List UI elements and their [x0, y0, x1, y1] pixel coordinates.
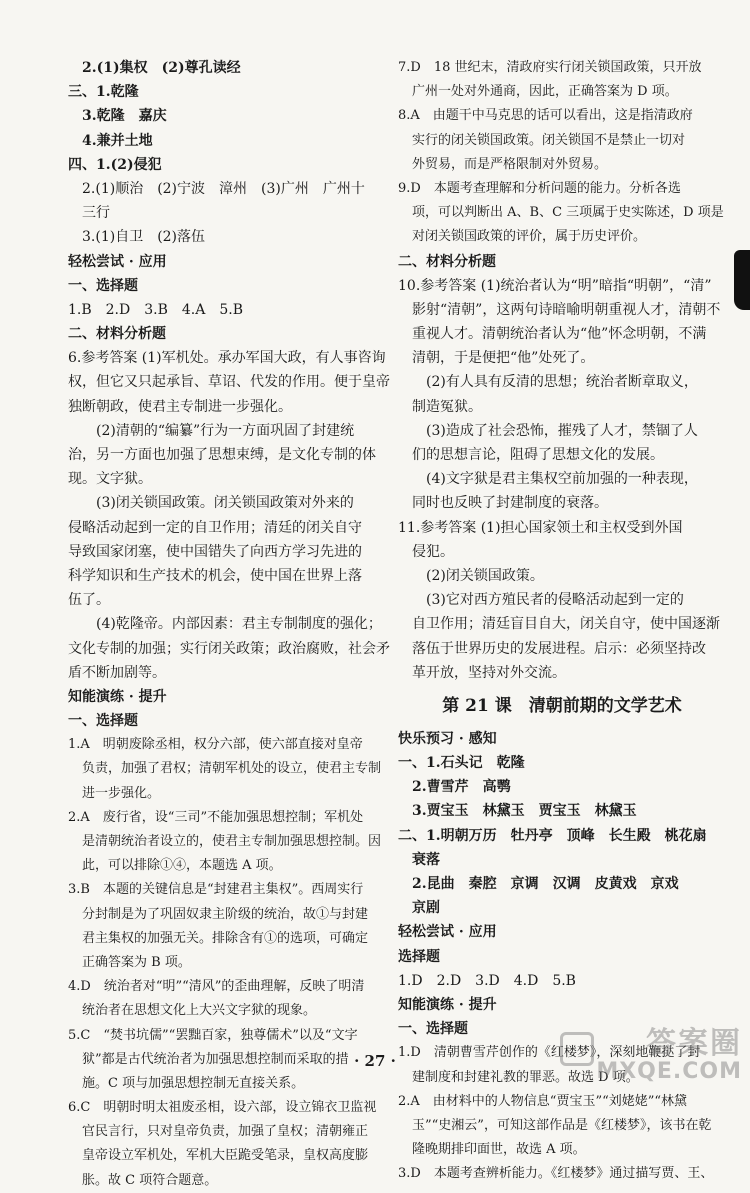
- text-line: 隆晚期排印面世，故选 A 项。: [412, 1142, 586, 1158]
- text-line: 治，另一方面也加强了思想束缚，是文化专制的体: [68, 447, 376, 463]
- text-line: 知能演练 · 提升: [398, 996, 497, 1013]
- text-line: 重视人才。清朝统治者认为“他”怀念明朝，不满: [412, 326, 707, 343]
- text-line: 君主集权的加强无关。排除含有①的选项，可确定: [82, 930, 369, 946]
- text-line: 三行: [82, 205, 110, 222]
- text-line: 四、1.(2)侵犯: [68, 156, 162, 173]
- text-line: 清朝，于是便把“他”处死了。: [412, 350, 595, 367]
- text-line: 9.D 本题考查理解和分析问题的能力。分析各选: [398, 180, 681, 196]
- text-line: 负责，加强了君权；清朝军机处的设立，使君主专制: [82, 761, 382, 777]
- text-line: 3.乾隆 嘉庆: [82, 108, 167, 125]
- text-line: 3.(1)自卫 (2)落伍: [82, 229, 206, 246]
- text-line: 2.(1)顺治 (2)宁波 漳州 (3)广州 广州十: [82, 180, 365, 197]
- text-line: 们的思想言论，阻碍了思想文化的发展。: [412, 447, 664, 463]
- left-column: [68, 56, 390, 1193]
- text-line: 落伍于世界历史的发展进程。启示：必须坚持改: [412, 640, 706, 657]
- text-line: 三、1.乾隆: [68, 84, 139, 101]
- text-line: (3)闭关锁国政策。闭关锁国政策对外来的: [96, 495, 354, 512]
- text-line: 盾不断加剧等。: [68, 664, 166, 681]
- text-line: 施。C 项与加强思想控制无直接关系。: [82, 1075, 305, 1091]
- text-line: 皇帝设立军机处，军机大臣跪受笔录，皇权高度膨: [82, 1148, 369, 1164]
- site-watermark: [596, 1028, 742, 1084]
- text-line: 2.曹雪芹 高鹗: [412, 779, 511, 796]
- text-line: 官民言行，只对皇帝负责，加强了皇权；清朝雍正: [82, 1124, 369, 1140]
- text-line: 影射“清朝”，这两句诗暗喻明朝重视人才，清朝不: [412, 301, 721, 318]
- text-line: 侵略活动起到一定的自卫作用；清廷的闭关自守: [68, 519, 362, 536]
- text-line: 衰落: [412, 851, 440, 868]
- text-line: 正确答案为 B 项。: [82, 954, 191, 970]
- text-line: 2.A 由材料中的人物信息“贾宝玉”“刘姥姥”“林黛: [398, 1093, 688, 1109]
- text-line: 自卫作用；清廷盲目自大，闭关自守，使中国逐渐: [412, 616, 720, 633]
- text-line: 快乐预习 · 感知: [398, 730, 497, 747]
- text-line: 统治者在思想文化上大兴文字狱的现象。: [82, 1003, 317, 1019]
- text-line: 同时也反映了封建制度的衰落。: [412, 495, 608, 512]
- text-line: 1.A 明朝废除丞相，权分六部，使六部直接对皇帝: [68, 737, 363, 753]
- text-line: 二、材料分析题: [68, 326, 166, 343]
- watermark-en: MXQE.COM: [596, 1059, 742, 1084]
- text-line: 1.D 清朝曹雪芹创作的《红楼梦》，深刻地鞭挞了封: [398, 1045, 701, 1061]
- scan-stain: [734, 250, 750, 310]
- text-line: (4)文字狱是君主集权空前加强的一种表现，: [426, 471, 698, 488]
- text-line: 一、选择题: [68, 277, 138, 294]
- text-line: (3)造成了社会恐怖，摧残了人才，禁锢了人: [426, 422, 698, 439]
- text-line: 7.D 18 世纪末，清政府实行闭关锁国政策，只开放: [398, 60, 702, 75]
- text-line: 知能演练 · 提升: [68, 688, 167, 705]
- text-line: 项，可以判断出 A、B、C 三项属于史实陈述，D 项是: [412, 205, 724, 221]
- text-line: (3)它对西方殖民者的侵略活动起到一定的: [426, 592, 684, 609]
- text-line: 实行的闭关锁国政策。闭关锁国不是禁止一切对: [412, 132, 686, 148]
- lesson-21-title: 第 21 课 清朝前期的文学艺术: [442, 695, 682, 716]
- text-line: 5.C “焚书坑儒”“罢黜百家，独尊儒术”以及“文字: [68, 1027, 358, 1043]
- text-line: 侵犯。: [412, 543, 454, 560]
- text-line: 胀。故 C 项符合题意。: [82, 1172, 218, 1188]
- text-line: 建制度和封建礼教的罪恶。故选 D 项。: [412, 1069, 639, 1085]
- text-line: 权，但它又只起承旨、草诏、代发的作用。便于皇帝: [68, 374, 390, 391]
- text-line: 8.A 由题干中马克思的话可以看出，这是指清政府: [398, 108, 693, 124]
- text-line: 1.B 2.D 3.B 4.A 5.B: [68, 301, 243, 318]
- text-line: 2.(1)集权 (2)尊孔读经: [82, 60, 241, 76]
- text-line: 一、1.石头记 乾隆: [398, 755, 525, 772]
- text-line: 导致国家闭塞，使中国错失了向西方学习先进的: [68, 543, 362, 560]
- text-line: 选择题: [398, 948, 440, 965]
- text-line: 一、选择题: [68, 713, 138, 730]
- text-line: 是清朝统治者设立的，使君主专制加强思想控制。因: [82, 834, 382, 849]
- text-line: 广州一处对外通商，因此，正确答案为 D 项。: [412, 84, 678, 100]
- text-line: 6.C 明朝时明太祖废丞相，设六部，设立锦衣卫监视: [68, 1100, 377, 1116]
- text-line: 玉”“史湘云”，可知这部作品是《红楼梦》，该书在乾: [412, 1117, 712, 1133]
- text-line: 2.昆曲 秦腔 京调 汉调 皮黄戏 京戏: [412, 876, 679, 892]
- text-line: 3.B 本题的关键信息是“封建君主集权”。西周实行: [68, 882, 364, 898]
- watermark-cn: 答案圈: [646, 1026, 742, 1061]
- text-line: 二、1.明朝万历 牡丹亭 顶峰 长生殿 桃花扇: [398, 827, 707, 844]
- text-line: 伍了。: [68, 592, 110, 609]
- right-column: [398, 56, 726, 1186]
- text-line: 狱”都是古代统治者为加强思想控制而采取的措: [82, 1051, 349, 1067]
- text-line: 二、材料分析题: [398, 253, 496, 270]
- text-line: 革开放，坚持对外交流。: [412, 664, 566, 681]
- text-line: 轻松尝试 · 应用: [398, 924, 497, 941]
- text-line: 此，可以排除①④，本题选 A 项。: [82, 858, 282, 874]
- text-line: 3.贾宝玉 林黛玉 贾宝玉 林黛玉: [412, 803, 637, 820]
- text-line: 外贸易，而是严格限制对外贸易。: [412, 156, 608, 172]
- text-line: 2.A 废行省，设“三司”不能加强思想控制；军机处: [68, 809, 364, 825]
- text-line: 制造冤狱。: [412, 398, 482, 415]
- text-line: (2)有人具有反清的思想；统治者断章取义，: [426, 374, 698, 391]
- text-line: 4.兼并土地: [82, 132, 153, 149]
- text-line: 对闭关锁国政策的评价，属于历史评价。: [412, 229, 647, 245]
- text-line: 进一步强化。: [82, 785, 161, 801]
- text-line: 4.D 统治者对“明”“清风”的歪曲理解，反映了明清: [68, 979, 365, 995]
- text-line: (2)闭关锁国政策。: [426, 567, 544, 584]
- page-number: · 27 ·: [354, 1052, 396, 1070]
- text-line: 现。文字狱。: [68, 471, 152, 488]
- watermark-logo-icon: [560, 1032, 594, 1066]
- text-line: 京剧: [412, 900, 440, 917]
- text-line: 11.参考答案 (1)担心国家领土和主权受到外国: [398, 519, 683, 536]
- text-line: 10.参考答案 (1)统治者认为“明”暗指“明朝”，“清”: [398, 277, 712, 294]
- text-line: (4)乾隆帝。内部因素：君主专制制度的强化；: [96, 616, 382, 633]
- text-line: 独断朝政，使君主专制进一步强化。: [68, 398, 292, 415]
- text-line: 1.D 2.D 3.D 4.D 5.B: [398, 972, 576, 989]
- text-line: (2)清朝的“编纂”行为一方面巩固了封建统: [96, 422, 355, 439]
- text-line: 一、选择题: [398, 1021, 468, 1038]
- text-line: 分封制是为了巩固奴隶主阶级的统治，故①与封建: [82, 906, 369, 922]
- text-line: 文化专制的加强；实行闭关政策；政治腐败，社会矛: [68, 640, 390, 657]
- text-line: 3.D 本题考查辨析能力。《红楼梦》通过描写贾、王、: [398, 1166, 714, 1182]
- text-line: 科学知识和生产技术的机会，使中国在世界上落: [68, 567, 362, 584]
- text-line: 轻松尝试 · 应用: [68, 253, 167, 270]
- text-line: 6.参考答案 (1)军机处。承办军国大政，有人事咨询: [68, 350, 386, 367]
